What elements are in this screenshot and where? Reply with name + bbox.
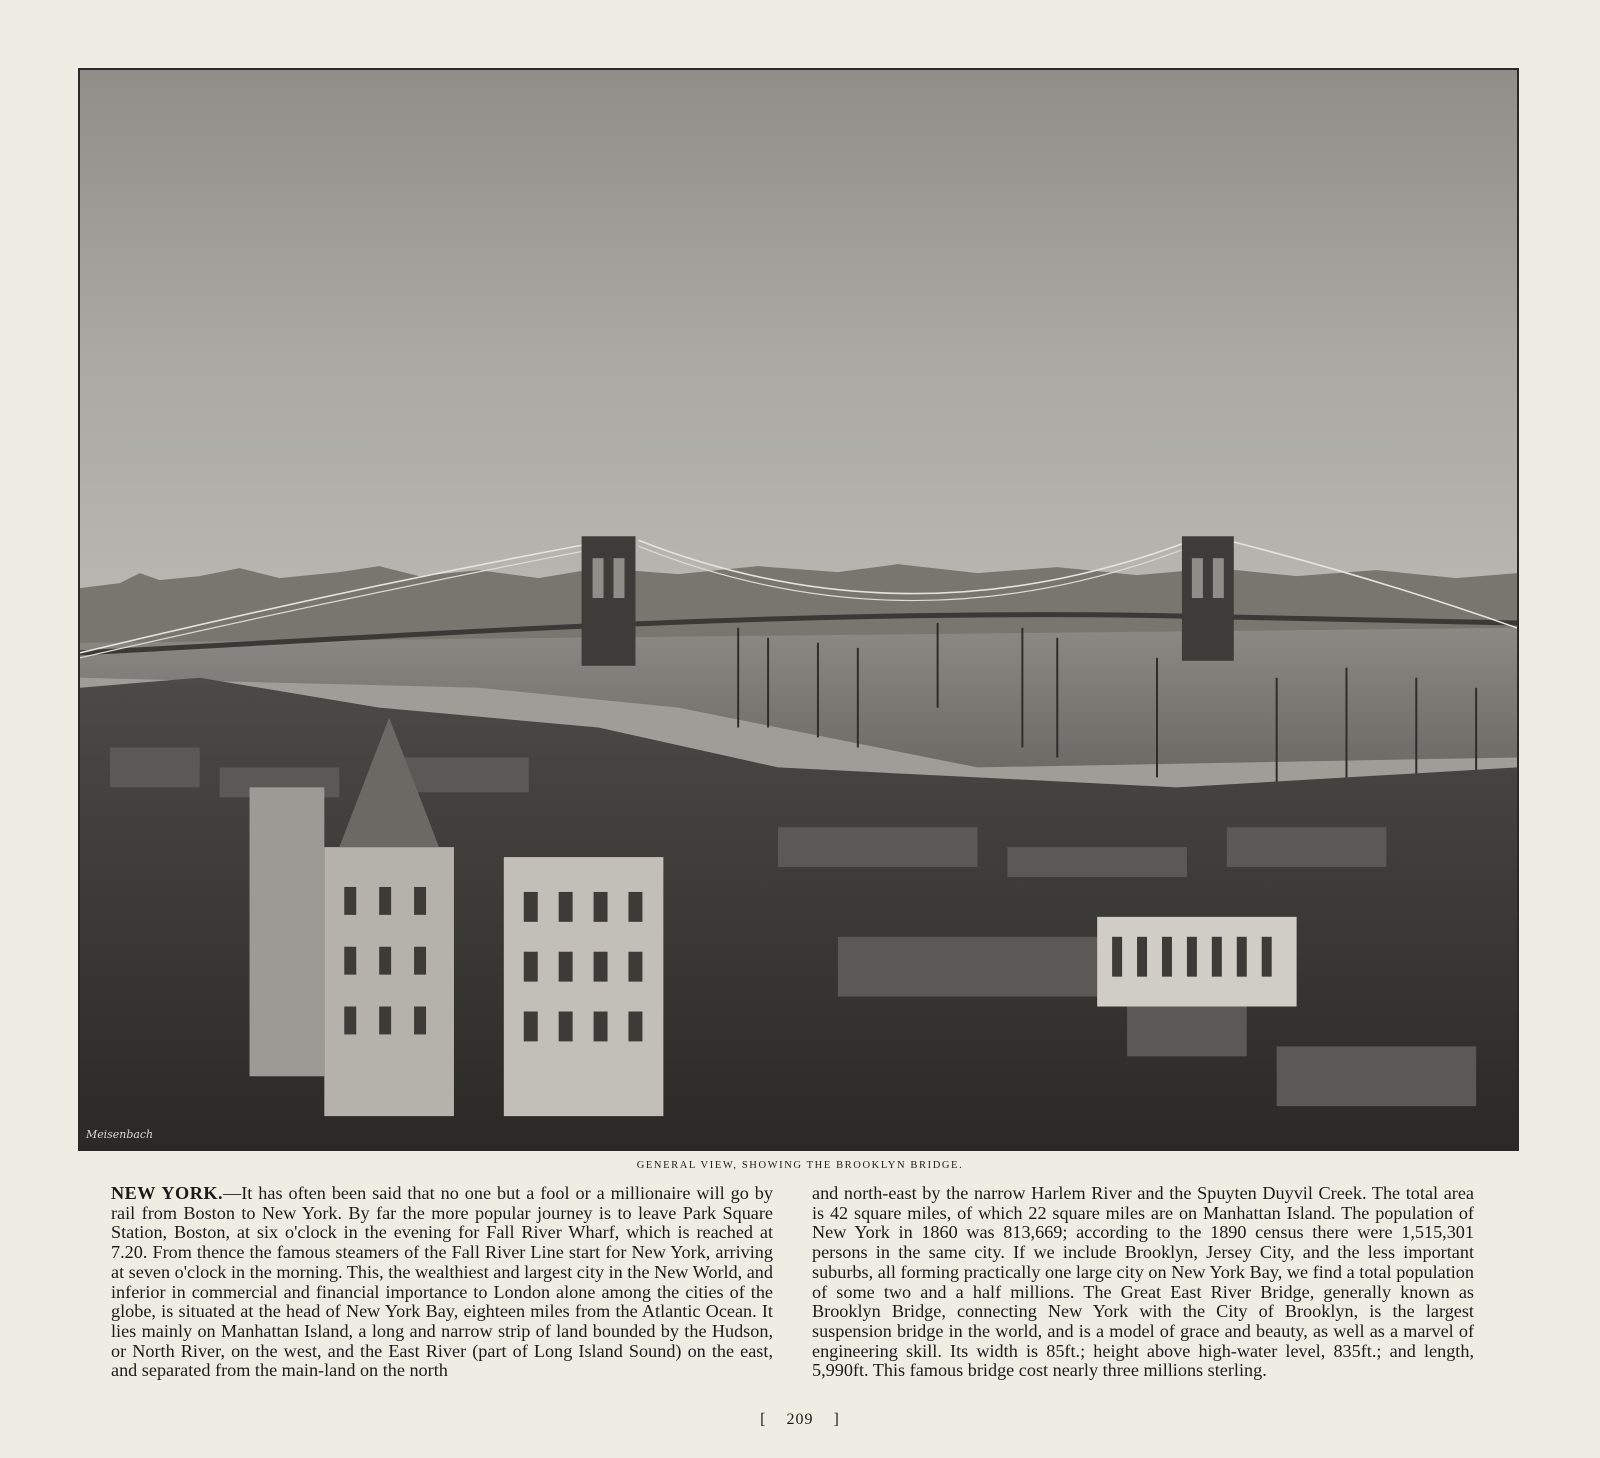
- paragraph-left: —It has often been said that no one but a fool or a millionaire will go by rail from Boston to New York. By far the more popular journey is to leave Park Square Station, Boston, at six o'clock in the evening for Fall River Wharf, which is reached at 7.20. From thence the famous steamers of the Fall River Line start for New York, arriving at seven o'clock in the morning. This, the wealthiest and largest city in the New World, and inferior in commercial and financial importance to London alone among the cities of the globe, is situated at the head of New York Bay, eighteen miles from the Atlantic Ocean. It lies mainly on Manhattan Island, a long and narrow strip of land bounded by the Hudson, or North River, on the west, and the East River (part of Long Island Sound) on the east, and separated from the main-land on the north: [111, 1183, 773, 1381]
- sky: [80, 70, 1517, 628]
- photographer-signature: Meisenbach: [85, 1128, 154, 1142]
- plate-caption: GENERAL VIEW, SHOWING THE BROOKLYN BRIDGE.: [636, 1160, 964, 1171]
- section-heading: NEW YORK.: [111, 1183, 224, 1203]
- photograph-plate: [78, 68, 1519, 1151]
- page-number-value: 209: [786, 1411, 814, 1428]
- brooklyn-bridge-photo: [80, 70, 1517, 1149]
- bracket-close: ]: [833, 1411, 840, 1428]
- text-column-left: [111, 1184, 773, 1381]
- text-column-right: [812, 1184, 1474, 1381]
- bridge-tower-brooklyn: [1182, 536, 1234, 661]
- bridge-tower-manhattan: [582, 536, 636, 666]
- bracket-open: [: [760, 1411, 767, 1428]
- paragraph-right: and north-east by the narrow Harlem River and the Spuyten Duyvil Creek. The total area is 42 square miles, of which 22 square miles are on Manhattan Island. The population of New York in 1860 was 813,669; according to the 1890 census there were 1,515,301 persons in the same city. If we include Brooklyn, Jersey City, and the less important suburbs, all forming practically one large city on New York Bay, we find a total population of some two and a half millions. The Great East River Bridge, generally known as Brooklyn Bridge, connecting New York with the City of Brooklyn, is the largest suspension bridge in the world, and is a model of grace and beauty, as well as a marvel of engineering skill. Its width is 85ft.; height above high-water level, 835ft.; and length, 5,990ft. This famous bridge cost nearly three millions sterling.: [812, 1183, 1474, 1381]
- page-number: [0, 1411, 1600, 1429]
